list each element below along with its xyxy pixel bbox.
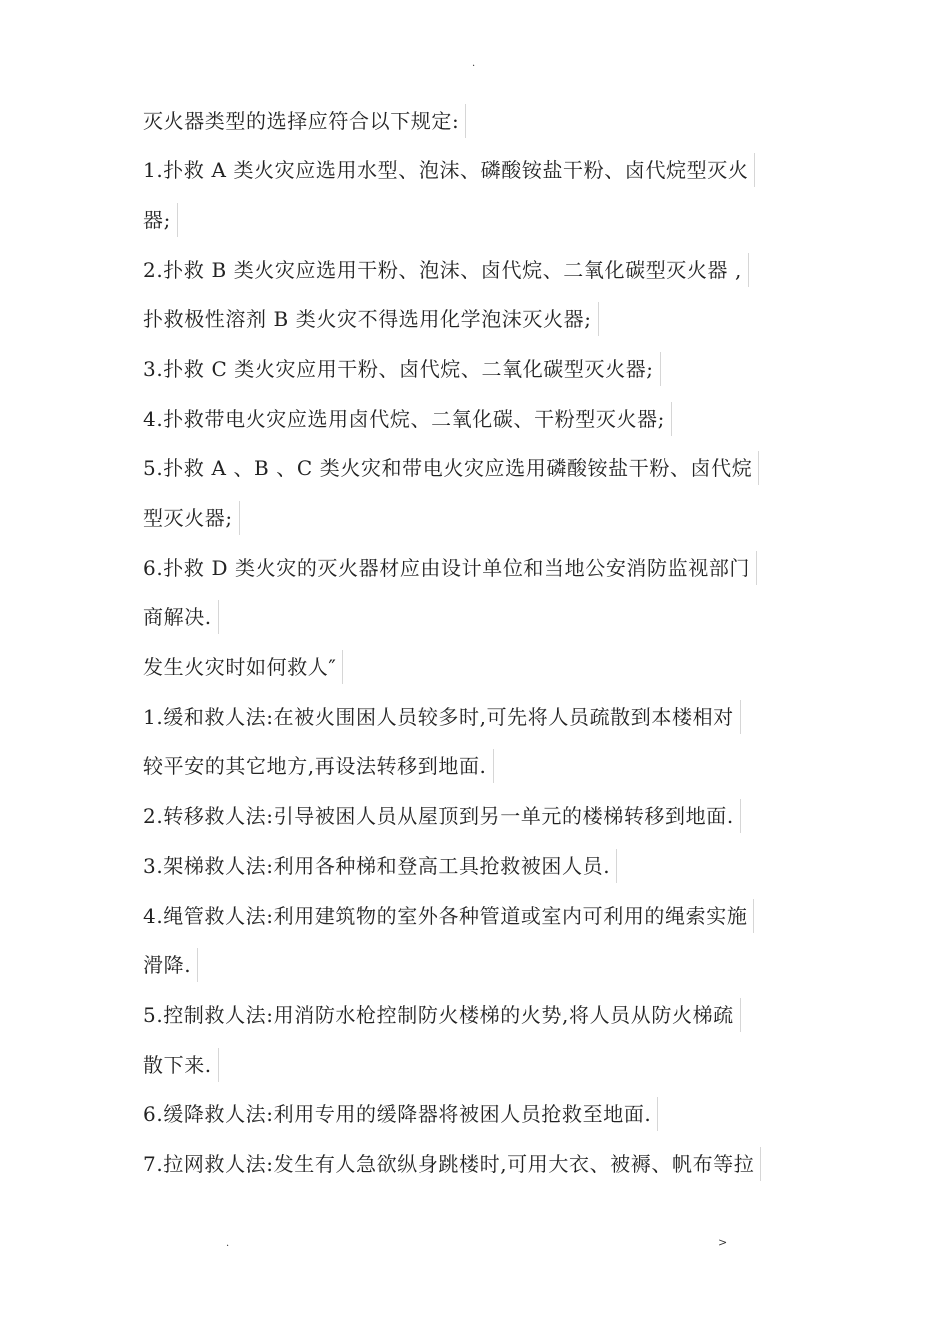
text-line	[143, 691, 811, 741]
line-text: 7.拉网救人法:发生有人急欲纵身跳楼时,可用大衣、被褥、帆布等拉	[143, 1147, 761, 1181]
text-line	[143, 1039, 811, 1089]
text-line	[143, 443, 811, 493]
line-text: 2.扑救 B 类火灾应选用干粉、泡沫、卤代烷、二氧化碳型灭火器 ,	[143, 253, 749, 287]
text-line	[143, 294, 811, 344]
text-line	[143, 840, 811, 890]
line-text: 商解决.	[143, 600, 219, 634]
text-line	[143, 95, 811, 145]
text-line	[143, 393, 811, 443]
line-text: 1.缓和救人法:在被火围困人员较多时,可先将人员疏散到本楼相对	[143, 700, 741, 734]
line-text: 型灭火器;	[143, 501, 240, 535]
text-line	[143, 194, 811, 244]
line-text: 2.转移救人法:引导被困人员从屋顶到另一单元的楼梯转移到地面.	[143, 799, 741, 833]
text-line	[143, 244, 811, 294]
footer-mark-right: >	[718, 1236, 728, 1249]
line-text: 3.架梯救人法:利用各种梯和登高工具抢救被困人员.	[143, 849, 617, 883]
line-text: 滑降.	[143, 948, 198, 982]
line-text: 4.扑救带电火灾应选用卤代烷、二氧化碳、干粉型灭火器;	[143, 402, 672, 436]
text-line	[143, 343, 811, 393]
text-line	[143, 940, 811, 990]
line-text: 5.控制救人法:用消防水枪控制防火楼梯的火势,将人员从防火梯疏	[143, 998, 741, 1032]
line-text: 6.缓降救人法:利用专用的缓降器将被困人员抢救至地面.	[143, 1097, 658, 1131]
text-line	[143, 145, 811, 195]
document-body	[143, 95, 811, 1188]
line-text: 器;	[143, 203, 178, 237]
text-line	[143, 542, 811, 592]
text-line	[143, 791, 811, 841]
text-line	[143, 989, 811, 1039]
line-text: 6.扑救 D 类火灾的灭火器材应由设计单位和当地公安消防监视部门	[143, 551, 757, 585]
line-text: 5.扑救 A 、B 、C 类火灾和带电火灾应选用磷酸铵盐干粉、卤代烷	[143, 451, 759, 485]
text-line	[143, 741, 811, 791]
text-line	[143, 1089, 811, 1139]
line-text: 扑救极性溶剂 B 类火灾不得选用化学泡沫灭火器;	[143, 302, 599, 336]
header-mark: .	[472, 58, 476, 69]
line-text: 4.绳管救人法:利用建筑物的室外各种管道或室内可利用的绳索实施	[143, 899, 754, 933]
line-text: 1.扑救 A 类火灾应选用水型、泡沫、磷酸铵盐干粉、卤代烷型灭火	[143, 153, 755, 187]
line-text: 散下来.	[143, 1048, 219, 1082]
section-heading	[143, 642, 811, 692]
line-text: 发生火灾时如何救人″	[143, 650, 343, 684]
text-line	[143, 1138, 811, 1188]
text-line	[143, 493, 811, 543]
footer-mark-left: .	[226, 1238, 230, 1249]
line-text: 3.扑救 C 类火灾应用干粉、卤代烷、二氧化碳型灭火器;	[143, 352, 661, 386]
line-text: 灭火器类型的选择应符合以下规定:	[143, 104, 466, 138]
line-text: 较平安的其它地方,再设法转移到地面.	[143, 749, 494, 783]
text-line	[143, 890, 811, 940]
text-line	[143, 592, 811, 642]
